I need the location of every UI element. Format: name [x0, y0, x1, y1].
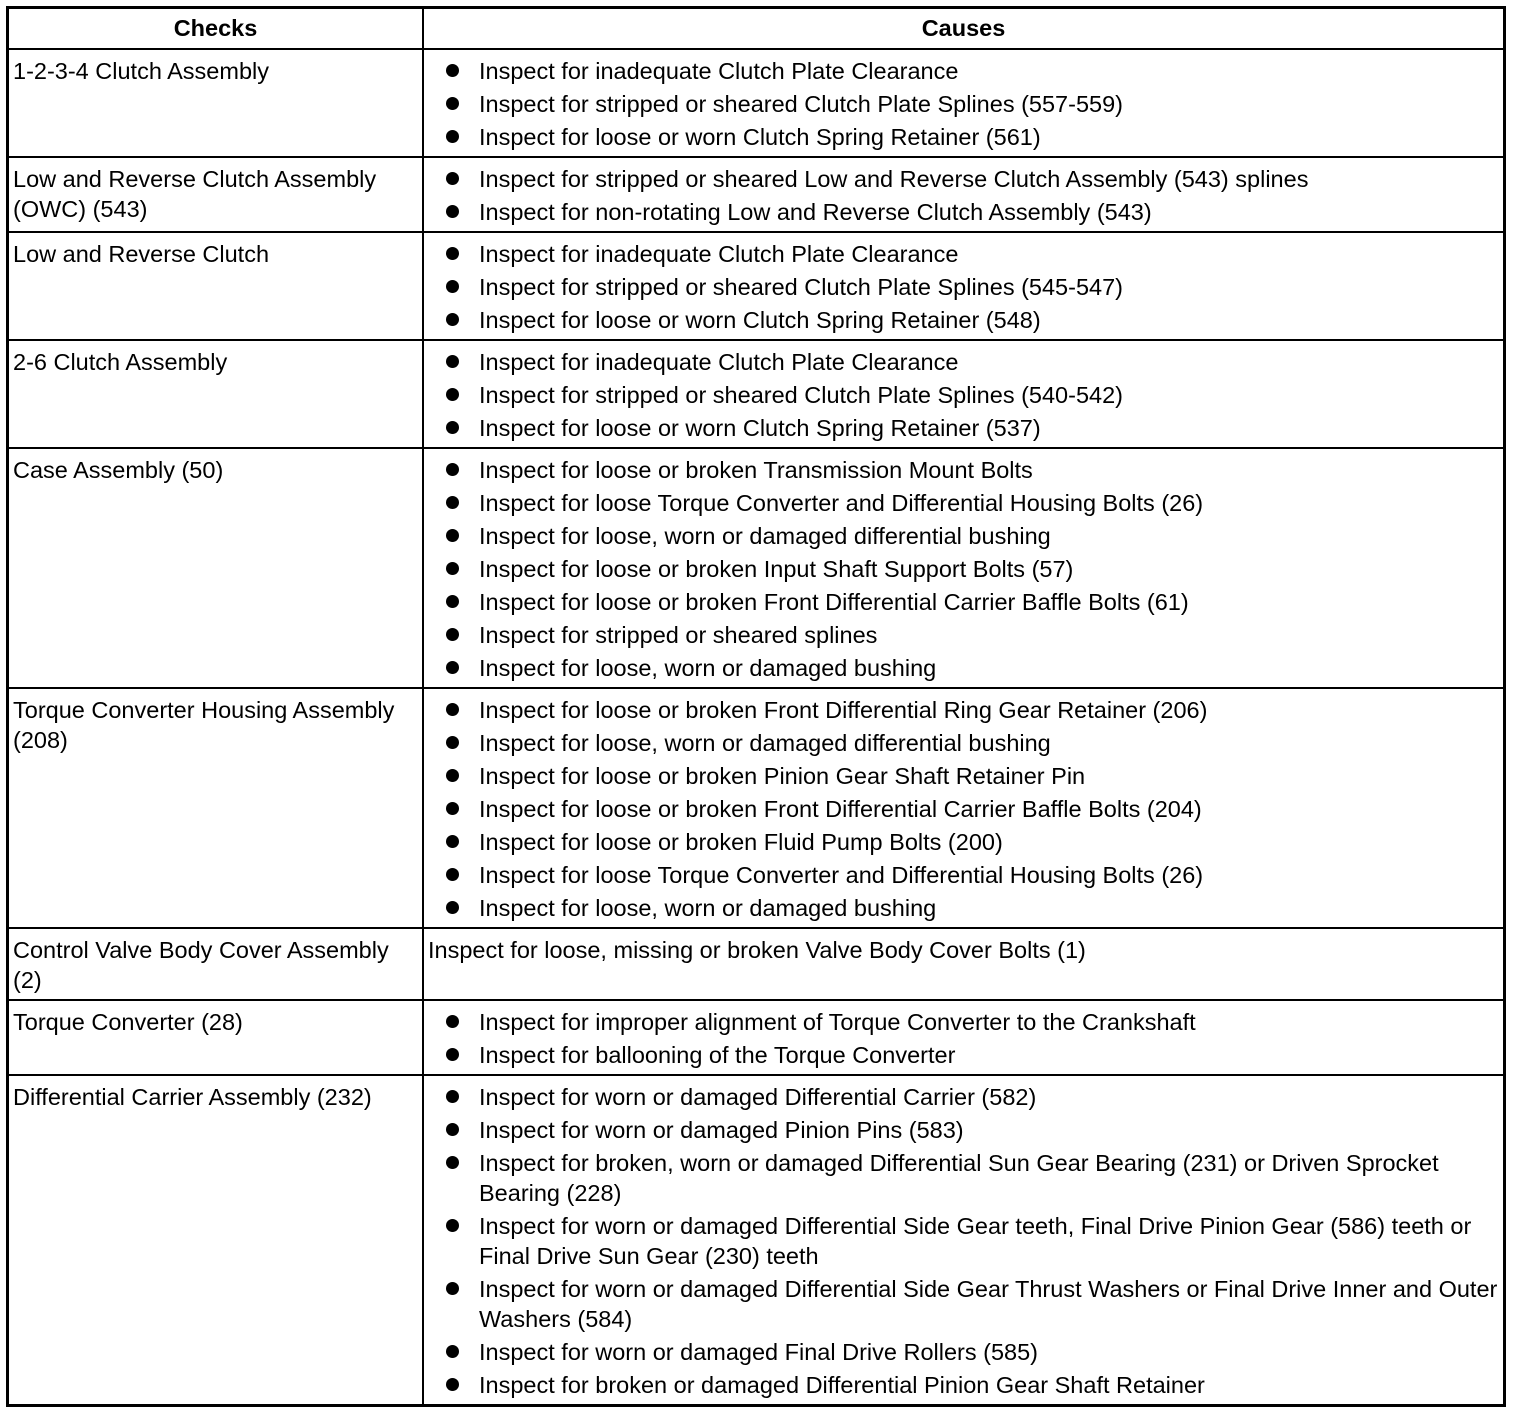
- cause-text: Inspect for loose, missing or broken Valve Body Cover Bolts (1): [428, 937, 1086, 963]
- check-cell: Control Valve Body Cover Assembly (2): [9, 929, 424, 999]
- table-row: [9, 689, 1503, 929]
- check-cell: Torque Converter (28): [9, 1001, 424, 1074]
- cause-item: Inspect for broken, worn or damaged Differential Sun Gear Bearing (231) or Driven Sprocket Bearing (228): [424, 1148, 1499, 1208]
- cause-item: Inspect for stripped or sheared splines: [424, 620, 1499, 650]
- cause-item: Inspect for stripped or sheared Clutch Plate Splines (540-542): [424, 380, 1499, 410]
- table-row: [9, 233, 1503, 341]
- causes-cell: [424, 1001, 1503, 1074]
- table-row: [9, 341, 1503, 449]
- cause-item: Inspect for loose or broken Input Shaft Support Bolts (57): [424, 554, 1499, 584]
- causes-list: [424, 164, 1499, 227]
- cause-item: Inspect for improper alignment of Torque Converter to the Crankshaft: [424, 1007, 1499, 1037]
- cause-item: Inspect for ballooning of the Torque Converter: [424, 1040, 1499, 1070]
- check-cell: Low and Reverse Clutch: [9, 233, 424, 339]
- causes-list: [424, 56, 1499, 152]
- causes-list: [424, 695, 1499, 923]
- cause-item: Inspect for loose, worn or damaged differential bushing: [424, 728, 1499, 758]
- cause-item: Inspect for loose, worn or damaged bushing: [424, 893, 1499, 923]
- cause-item: Inspect for worn or damaged Pinion Pins (583): [424, 1115, 1499, 1145]
- check-cell: Differential Carrier Assembly (232): [9, 1076, 424, 1404]
- causes-cell: [424, 1076, 1503, 1404]
- cause-item: Inspect for loose or worn Clutch Spring Retainer (548): [424, 305, 1499, 335]
- cause-item: Inspect for worn or damaged Differential Side Gear teeth, Final Drive Pinion Gear (586) teeth or Final Drive Sun Gear (230) teeth: [424, 1211, 1499, 1271]
- table-header: [9, 9, 1503, 50]
- causes-list: [424, 239, 1499, 335]
- causes-cell: [424, 50, 1503, 156]
- causes-list: [424, 1007, 1499, 1070]
- cause-item: Inspect for loose or broken Front Differential Ring Gear Retainer (206): [424, 695, 1499, 725]
- cause-item: Inspect for broken or damaged Differential Pinion Gear Shaft Retainer: [424, 1370, 1499, 1400]
- cause-item: Inspect for loose or broken Pinion Gear Shaft Retainer Pin: [424, 761, 1499, 791]
- cause-item: Inspect for inadequate Clutch Plate Clearance: [424, 347, 1499, 377]
- check-cell: Case Assembly (50): [9, 449, 424, 687]
- cause-item: Inspect for loose, worn or damaged bushing: [424, 653, 1499, 683]
- causes-list: [424, 347, 1499, 443]
- table-row: [9, 1076, 1503, 1404]
- check-cell: 1-2-3-4 Clutch Assembly: [9, 50, 424, 156]
- cause-item: Inspect for loose, worn or damaged differential bushing: [424, 521, 1499, 551]
- header-checks: Checks: [9, 9, 424, 48]
- cause-item: Inspect for inadequate Clutch Plate Clearance: [424, 56, 1499, 86]
- causes-cell: [424, 449, 1503, 687]
- cause-item: Inspect for loose or worn Clutch Spring Retainer (537): [424, 413, 1499, 443]
- table-row: [9, 929, 1503, 1001]
- causes-list: [424, 455, 1499, 683]
- table-row: [9, 449, 1503, 689]
- cause-item: Inspect for loose Torque Converter and Differential Housing Bolts (26): [424, 860, 1499, 890]
- cause-item: Inspect for loose or worn Clutch Spring Retainer (561): [424, 122, 1499, 152]
- table-row: [9, 1001, 1503, 1076]
- causes-cell: [424, 341, 1503, 447]
- cause-item: Inspect for worn or damaged Differential Side Gear Thrust Washers or Final Drive Inner and Outer Washers (584): [424, 1274, 1499, 1334]
- cause-item: Inspect for stripped or sheared Clutch Plate Splines (545-547): [424, 272, 1499, 302]
- cause-item: Inspect for loose or broken Front Differential Carrier Baffle Bolts (204): [424, 794, 1499, 824]
- check-cell: Torque Converter Housing Assembly (208): [9, 689, 424, 927]
- cause-item: Inspect for loose or broken Front Differential Carrier Baffle Bolts (61): [424, 587, 1499, 617]
- cause-item: Inspect for stripped or sheared Low and Reverse Clutch Assembly (543) splines: [424, 164, 1499, 194]
- checks-causes-table: [6, 6, 1506, 1407]
- table-row: [9, 158, 1503, 233]
- cause-item: Inspect for stripped or sheared Clutch Plate Splines (557-559): [424, 89, 1499, 119]
- table-body: [9, 50, 1503, 1404]
- causes-cell: [424, 233, 1503, 339]
- cause-item: Inspect for loose Torque Converter and Differential Housing Bolts (26): [424, 488, 1499, 518]
- cause-item: Inspect for worn or damaged Final Drive Rollers (585): [424, 1337, 1499, 1367]
- check-cell: Low and Reverse Clutch Assembly (OWC) (543): [9, 158, 424, 231]
- table-row: [9, 50, 1503, 158]
- causes-cell: [424, 929, 1503, 999]
- cause-item: Inspect for inadequate Clutch Plate Clearance: [424, 239, 1499, 269]
- causes-cell: [424, 158, 1503, 231]
- causes-list: [424, 1082, 1499, 1400]
- check-cell: 2-6 Clutch Assembly: [9, 341, 424, 447]
- cause-item: Inspect for non-rotating Low and Reverse Clutch Assembly (543): [424, 197, 1499, 227]
- cause-item: Inspect for loose or broken Transmission Mount Bolts: [424, 455, 1499, 485]
- header-causes: Causes: [921, 15, 1006, 41]
- causes-cell: [424, 689, 1503, 927]
- cause-item: Inspect for worn or damaged Differential Carrier (582): [424, 1082, 1499, 1112]
- cause-item: Inspect for loose or broken Fluid Pump Bolts (200): [424, 827, 1499, 857]
